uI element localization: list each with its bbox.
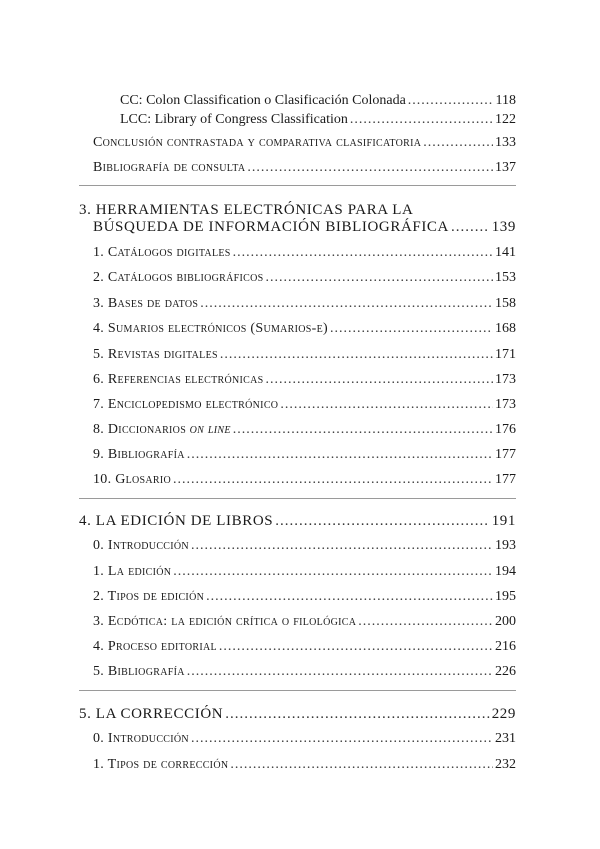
toc-entry-label: 10. Glosario bbox=[93, 472, 172, 487]
toc-entry-tipos-de-edicion bbox=[93, 588, 516, 606]
toc-page-number: 173 bbox=[495, 397, 516, 412]
toc-entry-bibliografia-consulta bbox=[93, 159, 516, 177]
toc-entry-label: LCC: Library of Congress Classification bbox=[120, 112, 348, 127]
dot-leader bbox=[275, 512, 489, 530]
toc-entry-lcc bbox=[120, 111, 516, 129]
dot-leader bbox=[280, 396, 493, 414]
dot-leader bbox=[206, 588, 493, 606]
toc-entry-bibliografia-4 bbox=[93, 663, 516, 681]
toc-entry-label: 6. Referencias electrónicas bbox=[93, 372, 264, 387]
toc-entry-label: 2. Tipos de edición bbox=[93, 589, 205, 604]
toc-entry-bibliografia-3 bbox=[93, 446, 516, 464]
dot-leader bbox=[233, 244, 493, 262]
toc-entry-label: 7. Enciclopedismo electrónico bbox=[93, 397, 279, 412]
toc-page-number: 122 bbox=[495, 112, 516, 127]
toc-entry-label: 2. Catálogos bibliográficos bbox=[93, 270, 264, 285]
section-divider bbox=[79, 498, 516, 499]
dot-leader bbox=[187, 446, 493, 464]
dot-leader bbox=[266, 269, 493, 287]
toc-page-number: 171 bbox=[495, 347, 516, 362]
chapter-5-title: 5. LA CORRECCIÓN bbox=[79, 706, 224, 722]
toc-entry-sumarios-electronicos bbox=[93, 320, 516, 338]
dot-leader bbox=[358, 613, 493, 631]
toc-entry-label: 0. Introducción bbox=[93, 538, 189, 553]
toc-page-number: 118 bbox=[495, 93, 516, 108]
section-divider bbox=[79, 185, 516, 186]
dot-leader bbox=[173, 471, 493, 489]
toc-page-number: 194 bbox=[495, 564, 516, 579]
toc-entry-label: 3. Bases de datos bbox=[93, 296, 199, 311]
toc-page-number: 200 bbox=[495, 614, 516, 629]
toc-entry-label: 1. Tipos de corrección bbox=[93, 757, 229, 772]
toc-page-number: 168 bbox=[495, 321, 516, 336]
toc-page-number: 177 bbox=[495, 447, 516, 462]
toc-entry-label: 5. Bibliografía bbox=[93, 664, 185, 679]
toc-entry-enciclopedismo-electronico bbox=[93, 396, 516, 414]
chapter-4-title: 4. LA EDICIÓN DE LIBROS bbox=[79, 513, 274, 529]
toc-page-number: 232 bbox=[495, 757, 516, 772]
toc-entry-introduccion-4 bbox=[93, 537, 516, 555]
toc-page-number: 193 bbox=[495, 538, 516, 553]
toc-entry-label: Bibliografía de consulta bbox=[93, 160, 246, 175]
toc-page-number: 195 bbox=[495, 589, 516, 604]
toc-entry-label: 9. Bibliografía bbox=[93, 447, 185, 462]
toc-page-number: 229 bbox=[491, 706, 516, 722]
toc-page-number: 158 bbox=[495, 296, 516, 311]
toc-entry-catalogos-digitales bbox=[93, 244, 516, 262]
toc-entry-label-italic: on line bbox=[189, 422, 231, 437]
dot-leader bbox=[191, 730, 493, 748]
toc-entry-label bbox=[93, 421, 231, 439]
dot-leader bbox=[191, 537, 493, 555]
toc-entry-diccionarios-on-line bbox=[93, 421, 516, 439]
toc-entry-proceso-editorial bbox=[93, 638, 516, 656]
toc-page-number: 231 bbox=[495, 731, 516, 746]
dot-leader bbox=[408, 92, 494, 110]
dot-leader bbox=[173, 563, 493, 581]
toc-entry-tipos-de-correccion bbox=[93, 756, 516, 774]
toc-entry-label: Conclusión contrastada y comparativa clasificatoria bbox=[93, 135, 422, 150]
dot-leader bbox=[219, 638, 493, 656]
dot-leader bbox=[225, 705, 489, 723]
toc-entry-label: 4. Proceso editorial bbox=[93, 639, 217, 654]
section-divider bbox=[79, 690, 516, 691]
toc-entry-label: CC: Colon Classification o Clasificación Colonada bbox=[120, 93, 406, 108]
toc-entry-conclusion bbox=[93, 134, 516, 152]
dot-leader bbox=[230, 756, 493, 774]
dot-leader bbox=[233, 421, 493, 439]
toc-page-number: 137 bbox=[495, 160, 516, 175]
toc-entry-revistas-digitales bbox=[93, 346, 516, 364]
toc-page-number: 139 bbox=[491, 219, 516, 235]
toc-entry-catalogos-bibliograficos bbox=[93, 269, 516, 287]
toc-page-number: 176 bbox=[495, 422, 516, 437]
dot-leader bbox=[451, 218, 490, 236]
toc-entry-ecdotica bbox=[93, 613, 516, 631]
toc-entry-bases-de-datos bbox=[93, 295, 516, 313]
toc-entry-label: 5. Revistas digitales bbox=[93, 347, 218, 362]
chapter-3-title-line2: BÚSQUEDA DE INFORMACIÓN BIBLIOGRÁFICA bbox=[93, 219, 449, 235]
dot-leader bbox=[330, 320, 493, 338]
toc-entry-label-prefix: 8. Diccionarios bbox=[93, 422, 187, 437]
toc-entry-label: 1. Catálogos digitales bbox=[93, 245, 231, 260]
toc-entry-label: 0. Introducción bbox=[93, 731, 189, 746]
toc-entry-cc bbox=[120, 92, 516, 110]
toc-page-number: 153 bbox=[495, 270, 516, 285]
toc-entry-glosario bbox=[93, 471, 516, 489]
toc-entry-label: 3. Ecdótica: la edición crítica o filológica bbox=[93, 614, 357, 629]
toc-page-number: 141 bbox=[495, 245, 516, 260]
toc-entry-la-edicion bbox=[93, 563, 516, 581]
toc-entry-introduccion-5 bbox=[93, 730, 516, 748]
toc-page-number: 226 bbox=[495, 664, 516, 679]
toc-page-number: 191 bbox=[491, 513, 516, 529]
toc-entry-referencias-electronicas bbox=[93, 371, 516, 389]
toc-page-number: 133 bbox=[495, 135, 516, 150]
toc-page-number: 173 bbox=[495, 372, 516, 387]
dot-leader bbox=[423, 134, 493, 152]
dot-leader bbox=[187, 663, 493, 681]
toc-entry-label: 4. Sumarios electrónicos (Sumarios-e) bbox=[93, 321, 329, 336]
dot-leader bbox=[247, 159, 493, 177]
toc-entry-chapter-4 bbox=[79, 512, 516, 530]
toc-entry-chapter-5 bbox=[79, 705, 516, 723]
toc-entry-label: 1. La edición bbox=[93, 564, 172, 579]
dot-leader bbox=[266, 371, 494, 389]
toc-entry-chapter-3 bbox=[93, 218, 516, 236]
dot-leader bbox=[350, 111, 493, 129]
toc-page-number: 216 bbox=[495, 639, 516, 654]
dot-leader bbox=[200, 295, 493, 313]
dot-leader bbox=[220, 346, 493, 364]
chapter-3-title-line1: 3. HERRAMIENTAS ELECTRÓNICAS PARA LA bbox=[79, 202, 414, 218]
toc-page-number: 177 bbox=[495, 472, 516, 487]
